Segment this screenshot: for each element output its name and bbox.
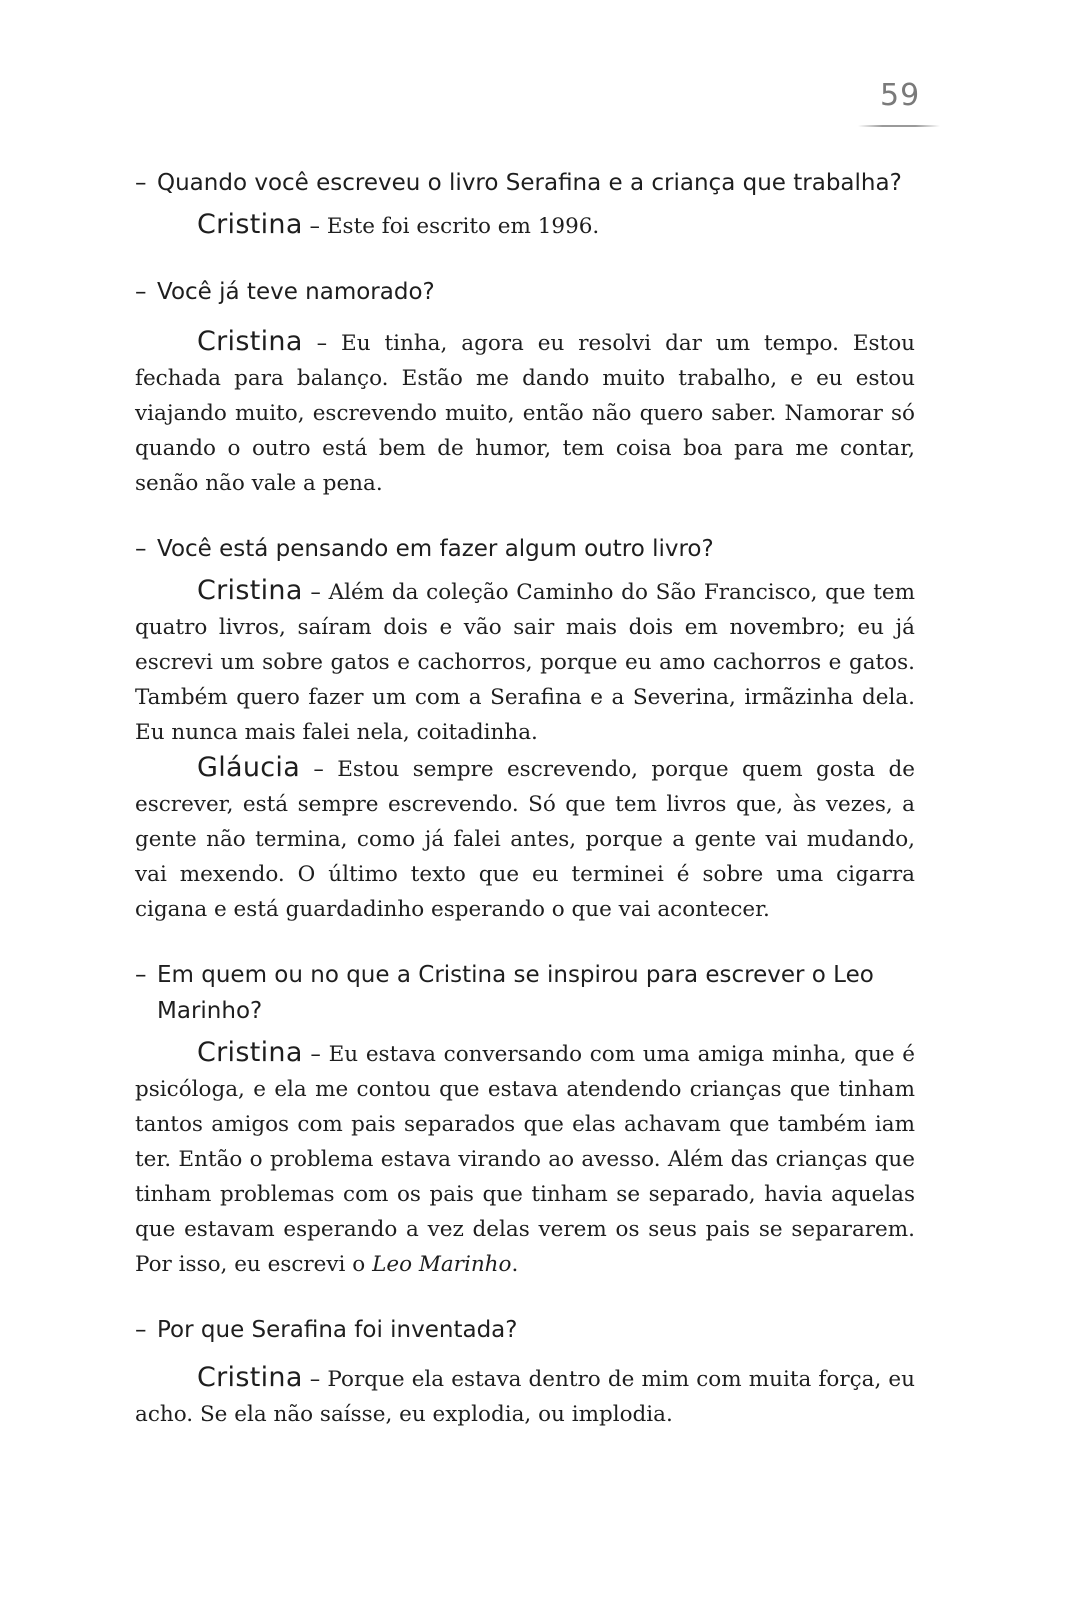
question [135,957,915,1029]
speaker-name: Cristina [197,209,303,240]
question [135,274,915,310]
answer-dash: – [310,580,321,604]
answer-text: Porque ela estava dentro de mim com muita força, eu acho. Se ela não saísse, eu explodia, ou implodia. [135,1367,915,1427]
answer-dash: – [309,1367,321,1391]
answer-text: Estou sempre escrevendo, porque quem gosta de escrever, está sempre escrevendo. Só que tem livros que, às vezes, a gente não termina, como já falei antes, porque a gente vai mudando, vai mexendo. O último texto que eu terminei é sobre uma cigarra cigana e está guardadinho esperando o que vai acontecer. [135,757,915,922]
answer-dash: – [316,331,328,355]
answer-text: Este foi escrito em 1996. [326,214,600,239]
question-dash: – [135,170,147,196]
question-text: Em quem ou no que a Cristina se inspirou para escrever o Leo Marinho? [157,962,874,1024]
answer [135,324,915,501]
answer-dash: – [313,757,324,781]
page-number: 59 [880,78,921,113]
answer-text: Além da coleção Caminho do São Francisco, que tem quatro livros, saíram dois e vão sair mais dois em novembro; eu já escrevi um sobre gatos e cachorros, porque eu amo cachorros e gatos. Também quero fazer um com a Serafina e a Severina, irmãzinha dela. Eu nunca mais falei nela, coitadinha. [135,580,915,745]
question-text: Por que Serafina foi inventada? [157,1317,518,1343]
answer-text: Eu tinha, agora eu resolvi dar um tempo. Estou fechada para balanço. Estão me dando muito trabalho, e eu estou viajando muito, escrevendo muito, então não quero saber. Namorar só quando o outro está bem de humor, tem coisa boa para me contar, senão não vale a pena. [135,331,915,496]
answer [135,1360,915,1432]
question-text: Você já teve namorado? [157,279,435,305]
question-dash: – [135,1317,147,1343]
answer-dash: – [309,214,321,238]
speaker-name: Cristina [197,1362,303,1393]
answer [135,573,915,750]
answer-end: . [511,1252,519,1277]
answer [135,207,915,244]
speaker-name: Gláucia [197,752,301,783]
question-text: Você está pensando em fazer algum outro livro? [157,536,714,562]
answer [135,750,915,927]
book-title: Leo Marinho [372,1252,512,1277]
question [135,165,915,201]
question [135,531,915,567]
speaker-name: Cristina [197,1037,303,1068]
answer [135,1035,915,1282]
question-text: Quando você escreveu o livro Serafina e a criança que trabalha? [157,170,902,196]
question-dash: – [135,962,147,988]
page-number-rule [858,125,940,127]
speaker-name: Cristina [197,326,303,357]
interview-text [135,165,915,1432]
speaker-name: Cristina [197,575,303,606]
question [135,1312,915,1348]
question-dash: – [135,536,147,562]
answer-dash: – [310,1042,321,1066]
answer-text: Eu estava conversando com uma amiga minha, que é psicóloga, e ela me contou que estava atendendo crianças que tinham tantos amigos com pais separados que elas achavam que também iam ter. Então o problema estava virando ao avesso. Além das crianças que tinham problemas com os pais que tinham se separado, havia aquelas que estavam esperando a vez delas verem os seus pais se separarem. Por isso, eu escrevi o [135,1042,915,1277]
question-dash: – [135,279,147,305]
